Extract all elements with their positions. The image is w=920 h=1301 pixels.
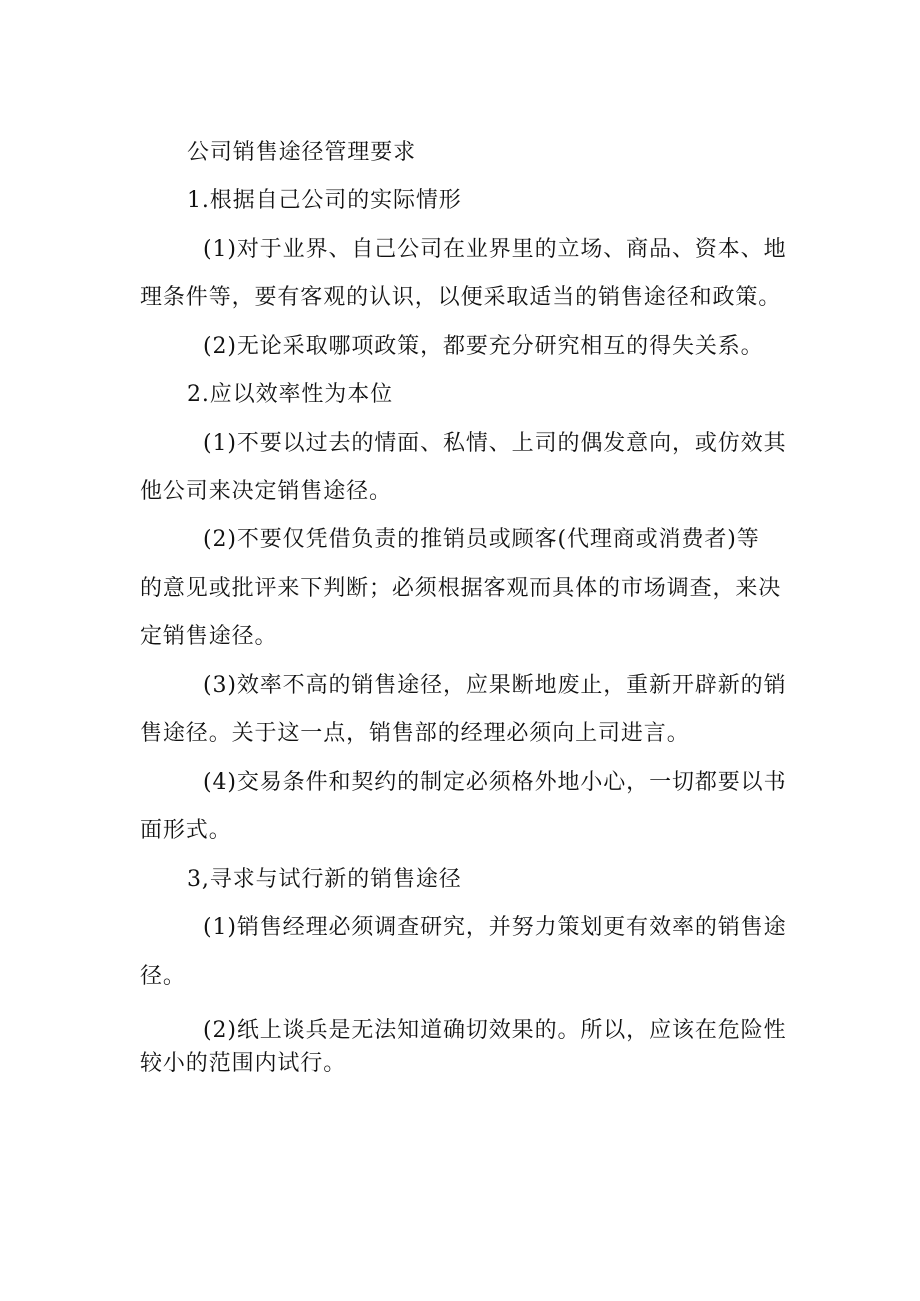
paragraph-line: (2)不要仅凭借负责的推销员或顾客(代理商或消费者)等 [203,527,760,552]
paragraph-line: 较小的范围内试行。 [140,1051,347,1076]
paragraph-line: (4)交易条件和契约的制定必须格外地小心，一切都要以书 [203,770,787,795]
section-heading-2: 2.应以效率性为本位 [187,382,393,407]
paragraph-line: (1)不要以过去的情面、私情、上司的偶发意向，或仿效其 [203,431,787,456]
paragraph-line: (1)销售经理必须调查研究，并努力策划更有效率的销售途 [203,915,787,940]
paragraph-line: (1)对于业界、自己公司在业界里的立场、商品、资本、地 [203,237,787,262]
section-heading-1: 1.根据自己公司的实际情形 [187,188,462,213]
section-heading-3: 3,寻求与试行新的销售途径 [187,867,462,892]
paragraph-line: 他公司来决定销售途径。 [140,479,392,504]
paragraph-line: 理条件等，要有客观的认识，以便采取适当的销售途径和政策。 [140,285,782,310]
paragraph-line: (2)无论采取哪项政策，都要充分研究相互的得失关系。 [203,334,764,359]
paragraph-line: 定销售途径。 [140,624,278,649]
document-title: 公司销售途径管理要求 [187,140,417,165]
paragraph-line: (3)效率不高的销售途径，应果断地废止，重新开辟新的销 [203,673,787,698]
paragraph-line: 径。 [140,964,186,989]
paragraph-line: 售途径。关于这一点，销售部的经理必须向上司进言。 [140,721,690,746]
paragraph-line: (2)纸上谈兵是无法知道确切效果的。所以，应该在危险性 [203,1018,787,1043]
paragraph-line: 的意见或批评来下判断；必须根据客观而具体的市场调查，来决 [140,576,782,601]
paragraph-line: 面形式。 [140,818,232,843]
